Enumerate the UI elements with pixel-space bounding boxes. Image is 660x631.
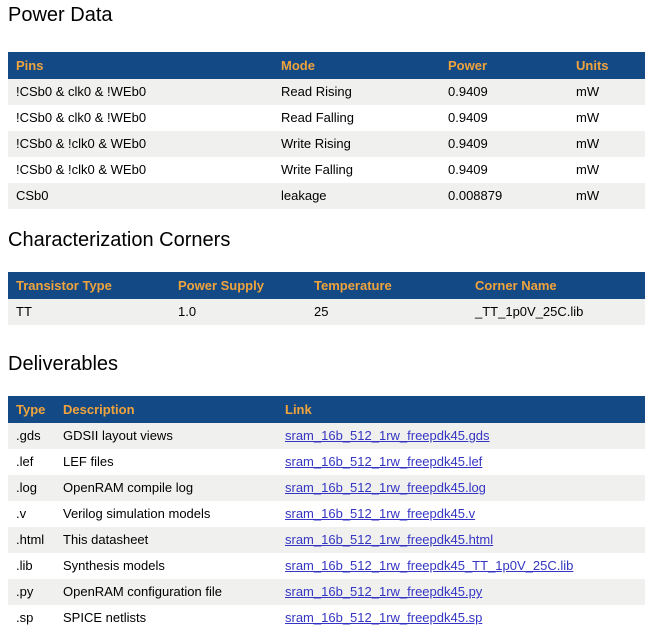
log-file-link[interactable]: sram_16b_512_1rw_freepdk45.log: [285, 480, 486, 495]
units-cell: mW: [576, 188, 600, 203]
mode-cell: Read Rising: [281, 84, 352, 99]
mode-cell: Write Rising: [281, 136, 351, 151]
link-cell: [277, 527, 645, 553]
pins-cell: !CSb0 & !clk0 & WEb0: [16, 136, 147, 151]
column-header-corner-name: Corner Name: [467, 272, 645, 299]
type-cell: .v: [16, 506, 27, 521]
pins-cell: !CSb0 & clk0 & !WEb0: [16, 110, 147, 125]
type-cell: .gds: [16, 428, 41, 443]
table-row: [8, 79, 645, 105]
mode-cell: Write Falling: [281, 162, 354, 177]
verilog-file-link[interactable]: sram_16b_512_1rw_freepdk45.v: [285, 506, 476, 521]
type-cell: .lef: [16, 454, 34, 469]
table-row: [8, 131, 645, 157]
power-cell: 0.008879: [448, 188, 503, 203]
html-file-link[interactable]: sram_16b_512_1rw_freepdk45.html: [285, 532, 494, 547]
table-row: [8, 449, 645, 475]
column-header-description: Description: [55, 396, 277, 423]
pins-cell: !CSb0 & clk0 & !WEb0: [16, 84, 147, 99]
characterization-corners-heading: Characterization Corners: [8, 229, 231, 251]
type-cell: .log: [16, 480, 37, 495]
column-header-type: Type: [8, 396, 55, 423]
description-cell: Synthesis models: [63, 558, 165, 573]
power-cell: 0.9409: [448, 136, 488, 151]
corner-name-cell: _TT_1p0V_25C.lib: [475, 304, 584, 319]
column-header-link: Link: [277, 396, 645, 423]
units-cell: mW: [576, 110, 600, 125]
corners-table-header-row: [8, 272, 645, 299]
column-header-pins: Pins: [8, 52, 273, 79]
power-table-header-row: [8, 52, 645, 79]
gds-file-link[interactable]: sram_16b_512_1rw_freepdk45.gds: [285, 428, 490, 443]
power-data-table: [8, 52, 645, 209]
characterization-corners-table: [8, 272, 645, 325]
table-row: [8, 157, 645, 183]
link-cell: [277, 501, 645, 527]
table-row: [8, 299, 645, 325]
table-row: [8, 423, 645, 449]
table-row: [8, 183, 645, 209]
column-header-power: Power: [440, 52, 568, 79]
deliverables-table: [8, 396, 645, 631]
link-cell: [277, 449, 645, 475]
py-file-link[interactable]: sram_16b_512_1rw_freepdk45.py: [285, 584, 483, 599]
pins-cell: !CSb0 & !clk0 & WEb0: [16, 162, 147, 177]
deliverables-heading: Deliverables: [8, 353, 119, 375]
type-cell: .sp: [16, 610, 34, 625]
deliverables-section: [8, 353, 652, 631]
link-cell: [277, 423, 645, 449]
power-data-section: [8, 4, 652, 209]
units-cell: mW: [576, 84, 600, 99]
table-row: [8, 579, 645, 605]
link-cell: [277, 553, 645, 579]
description-cell: OpenRAM configuration file: [63, 584, 222, 599]
power-cell: 0.9409: [448, 110, 488, 125]
link-cell: [277, 605, 645, 631]
table-row: [8, 527, 645, 553]
mode-cell: Read Falling: [281, 110, 354, 125]
table-row: [8, 501, 645, 527]
characterization-corners-section: [8, 229, 652, 325]
power-cell: 0.9409: [448, 162, 488, 177]
type-cell: .lib: [16, 558, 33, 573]
table-row: [8, 553, 645, 579]
link-cell: [277, 475, 645, 501]
column-header-power-supply: Power Supply: [170, 272, 306, 299]
units-cell: mW: [576, 162, 600, 177]
table-row: [8, 475, 645, 501]
lib-file-link[interactable]: sram_16b_512_1rw_freepdk45_TT_1p0V_25C.lib: [285, 558, 574, 573]
description-cell: Verilog simulation models: [63, 506, 211, 521]
sp-file-link[interactable]: sram_16b_512_1rw_freepdk45.sp: [285, 610, 483, 625]
description-cell: GDSII layout views: [63, 428, 173, 443]
mode-cell: leakage: [281, 188, 327, 203]
power-data-heading: Power Data: [8, 4, 113, 26]
column-header-mode: Mode: [273, 52, 440, 79]
column-header-units: Units: [568, 52, 645, 79]
deliverables-table-header-row: [8, 396, 645, 423]
type-cell: .html: [16, 532, 45, 547]
table-row: [8, 605, 645, 631]
description-cell: LEF files: [63, 454, 114, 469]
transistor-type-cell: TT: [16, 304, 32, 319]
table-row: [8, 105, 645, 131]
column-header-temperature: Temperature: [306, 272, 467, 299]
units-cell: mW: [576, 136, 600, 151]
temperature-cell: 25: [314, 304, 329, 319]
description-cell: OpenRAM compile log: [63, 480, 194, 495]
link-cell: [277, 579, 645, 605]
description-cell: SPICE netlists: [63, 610, 147, 625]
pins-cell: CSb0: [16, 188, 49, 203]
power-supply-cell: 1.0: [178, 304, 197, 319]
type-cell: .py: [16, 584, 34, 599]
power-cell: 0.9409: [448, 84, 488, 99]
lef-file-link[interactable]: sram_16b_512_1rw_freepdk45.lef: [285, 454, 483, 469]
description-cell: This datasheet: [63, 532, 149, 547]
column-header-transistor-type: Transistor Type: [8, 272, 170, 299]
